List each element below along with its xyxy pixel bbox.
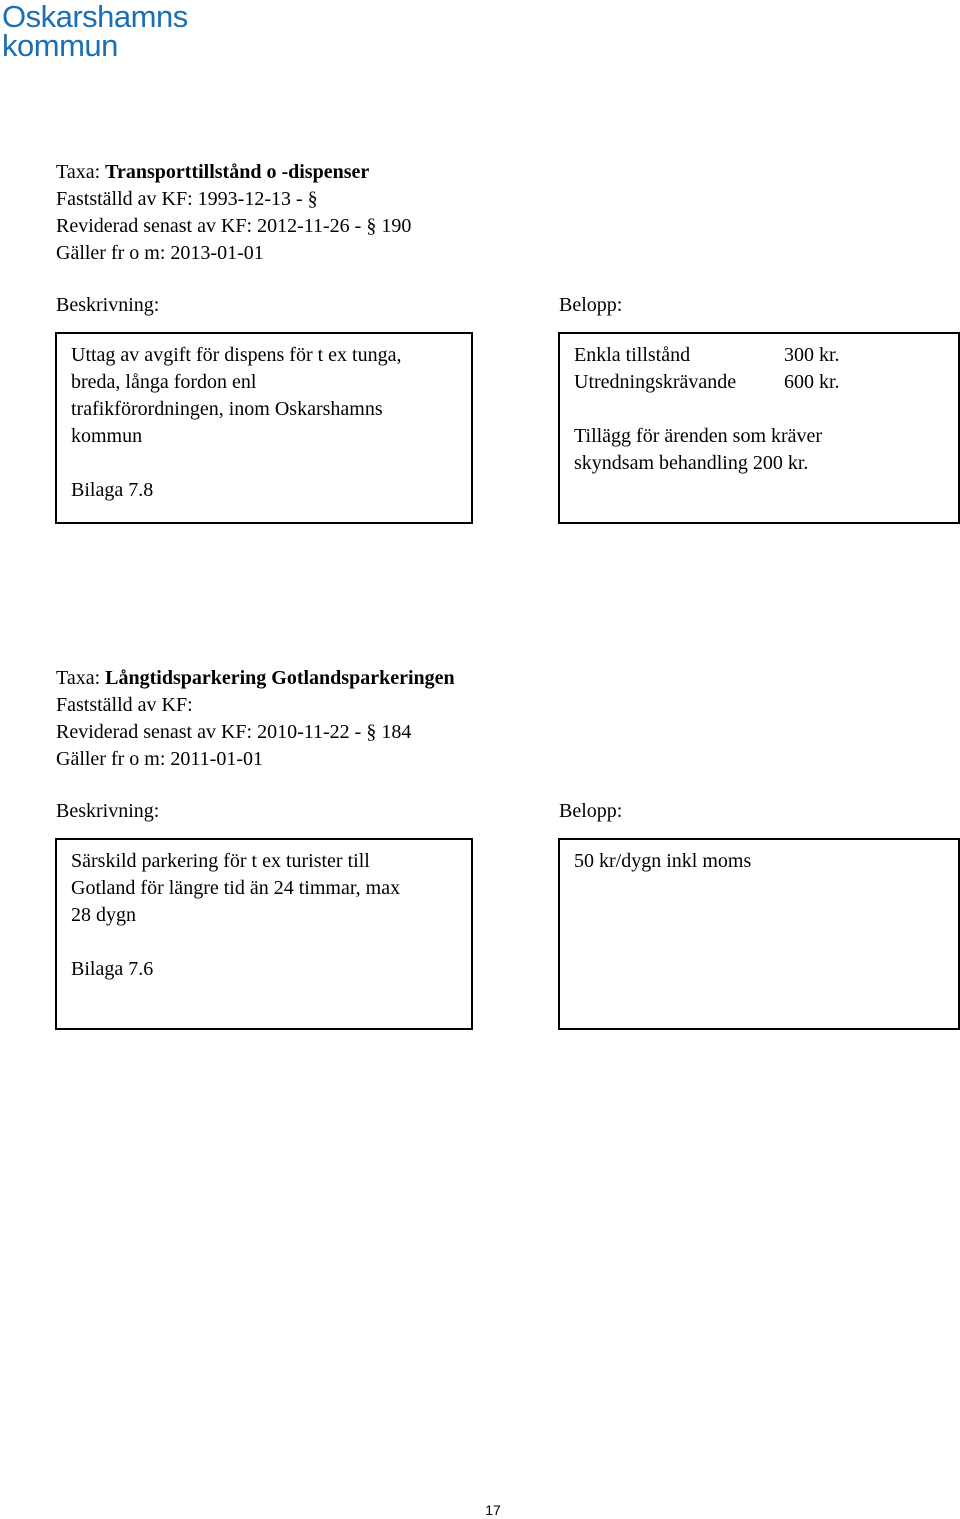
reviderad-line [56,213,960,240]
taxa-label: Taxa: [56,161,106,183]
beskrivning-line: Uttag av avgift för dispens för t ex tunga, [71,344,402,366]
beskrivning-line: kommun [71,425,143,447]
reviderad-text: Reviderad senast av KF: 2012-11-26 - [56,215,367,237]
belopp-label: Belopp: [559,294,623,316]
section-sign: § [366,215,377,237]
section-header [56,159,960,267]
beskrivning-box [55,838,473,1030]
reviderad-text: Reviderad senast av KF: 2010-11-22 - [56,721,367,743]
belopp-box [558,332,960,524]
faststalld-line: Fastställd av KF: [56,694,193,716]
section-header [56,665,960,773]
taxa-title [56,665,960,692]
beskrivning-line: trafikförordningen, inom Oskarshamns [71,398,383,420]
section-sign: § [366,721,377,743]
reviderad-number: 190 [381,215,412,237]
bilaga-text: Bilaga 7.8 [71,479,154,501]
tillagg-line1: Tillägg för ärenden som kräver [574,425,823,447]
beskrivning-line: breda, långa fordon enl [71,371,257,393]
beskrivning-box [55,332,473,524]
faststalld-text: Fastställd av KF: 1993-12-13 - [56,188,308,210]
beskrivning-line: Gotland för längre tid än 24 timmar, max [71,877,401,899]
belopp-row-label: Enkla tillstånd [574,344,691,366]
reviderad-number: 184 [381,721,412,743]
belopp-row [574,342,944,369]
taxa-name: Transporttillstånd o -dispenser [105,161,370,183]
belopp-row [574,369,944,396]
galler-line: Gäller fr o m: 2013-01-01 [56,242,264,264]
galler-line: Gäller fr o m: 2011-01-01 [56,748,263,770]
section-sign: § [307,188,318,210]
logo-line1: Oskarshamns [2,0,188,34]
belopp-text: 50 kr/dygn inkl moms [574,850,752,872]
beskrivning-label: Beskrivning: [56,294,160,316]
belopp-row-value: 300 kr. [784,344,840,366]
belopp-row-label: Utredningskrävande [574,371,737,393]
logo-line2: kommun [2,28,118,63]
bilaga-text: Bilaga 7.6 [71,958,154,980]
reviderad-line [56,719,960,746]
beskrivning-label: Beskrivning: [56,800,160,822]
beskrivning-line: Särskild parkering för t ex turister till [71,850,370,872]
taxa-title [56,159,960,186]
belopp-row-value: 600 kr. [784,371,840,393]
belopp-box [558,838,960,1030]
taxa-name: Långtidsparkering Gotlandsparkeringen [105,667,455,689]
tillagg-line2: skyndsam behandling 200 kr. [574,452,809,474]
belopp-label: Belopp: [559,800,623,822]
faststalld-line [56,186,960,213]
logo [2,0,188,63]
page-number: 17 [485,1502,501,1518]
taxa-label: Taxa: [56,667,106,689]
beskrivning-line: 28 dygn [71,904,136,926]
